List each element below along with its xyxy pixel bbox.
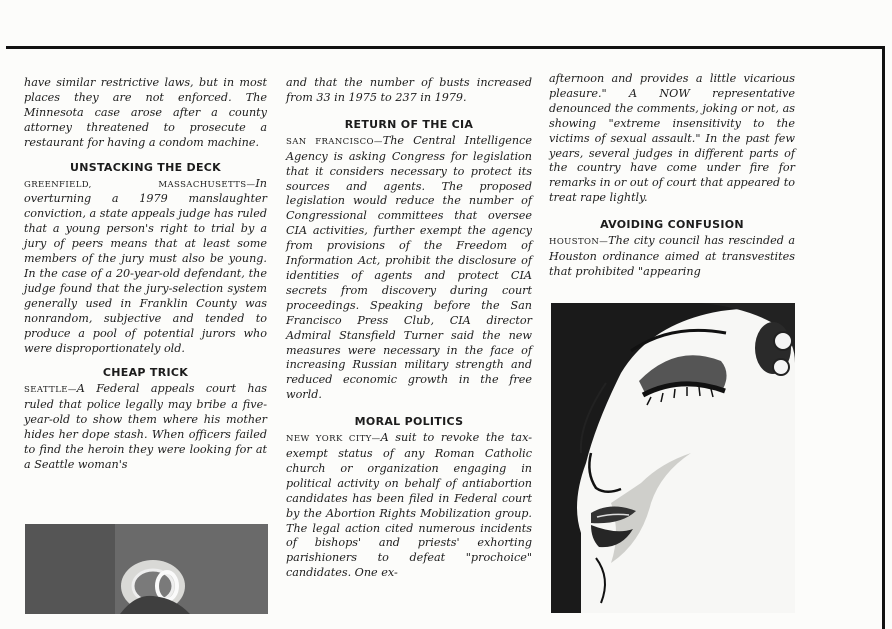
heading-avoiding-confusion: AVOIDING CONFUSION bbox=[600, 218, 744, 232]
dateline: NEW YORK CITY— bbox=[286, 434, 381, 445]
article-body: The Central Intelligence Agency is asking Congress for legislation that it considers necessary to protect its sources and agents. The proposed legislation would reduce the number of Congressional committees that oversee CIA activities, further exempt the agency from provisions of the Freedom of Information Act, prohibit the disclosure of identities of agents and protect CIA secrets from discovery during court proceedings. Speaking before the San Francisco Press Club, CIA director Admiral Stansfield Turner said the new measures were necessary in the face of increasing Russian military strength and reduced economic growth in the free world. bbox=[286, 133, 532, 402]
article-unstacking-the-deck bbox=[24, 177, 267, 357]
heading-unstacking-the-deck: UNSTACKING THE DECK bbox=[70, 160, 221, 174]
article-cheap-trick bbox=[24, 382, 267, 472]
article-body: The city council has rescinded a Houston ordinance aimed at transvestites that prohibited "appearing bbox=[549, 234, 795, 278]
heading-moral-politics: MORAL POLITICS bbox=[354, 415, 464, 429]
dateline: SEATTLE— bbox=[24, 385, 77, 396]
illustration-woman-face bbox=[551, 303, 795, 613]
heading-return-of-the-cia: RETURN OF THE CIA bbox=[344, 117, 474, 131]
illustration-figure-drawing bbox=[25, 524, 268, 614]
article-return-of-the-cia bbox=[286, 134, 532, 403]
heading-cheap-trick: CHEAP TRICK bbox=[102, 366, 189, 380]
dateline: GREENFIELD, MASSACHUSETTS— bbox=[24, 179, 256, 190]
article-moral-politics bbox=[286, 431, 532, 581]
illustration-bottom-left bbox=[25, 524, 268, 614]
column-1 bbox=[24, 76, 267, 473]
column-3-continued-text: afternoon and provides a little vicarious pleasure." A NOW representative denounced the comments, joking or not, as showing "extreme insensitivity to the victims of sexual assault." In the past few years, several judges in different parts of the country have come under fire for remarks in or out of court that appeared to treat rape lightly. bbox=[549, 72, 795, 205]
dateline: HOUSTON— bbox=[549, 237, 609, 248]
column-2 bbox=[286, 76, 532, 581]
column-1-continued-text: have similar restrictive laws, but in most places they are not enforced. The Minnesota case arose after a county attorney threatened to prosecute a restaurant for having a condom machine. bbox=[24, 76, 267, 149]
article-body: A suit to revoke the tax-exempt status of any Roman Catholic church or organization engaging in political activity on behalf of antiabortion candidates has been filed in Federal court by the Abortion Rights Mobilization group. The legal action cited numerous incidents of bishops' and priests' exhorting parishioners to defeat "prochoice" candidates. One ex- bbox=[286, 431, 532, 580]
dateline: SAN FRANCISCO— bbox=[286, 136, 383, 147]
column-2-continued-text: and that the number of busts increased from 33 in 1975 to 237 in 1979. bbox=[286, 76, 532, 104]
article-body: A Federal appeals court has ruled that police legally may bribe a five-year-old to show them where his mother hides her dope stash. When officers failed to find the heroin they were looking for at a Seattle woman's bbox=[24, 382, 267, 471]
column-3 bbox=[549, 72, 795, 280]
article-body: In overturning a 1979 manslaughter conviction, a state appeals judge has ruled that a young person's right to trial by a jury of peers means that at least some members of the jury must also be young. In the case of a 20-year-old defendant, the judge found that the jury-selection system generally used in Franklin County was nonrandom, subjective and tended to produce a pool of potential jurors who were disproportionately old. bbox=[24, 176, 267, 355]
article-avoiding-confusion bbox=[549, 234, 795, 280]
illustration-face-drawing bbox=[551, 303, 795, 613]
